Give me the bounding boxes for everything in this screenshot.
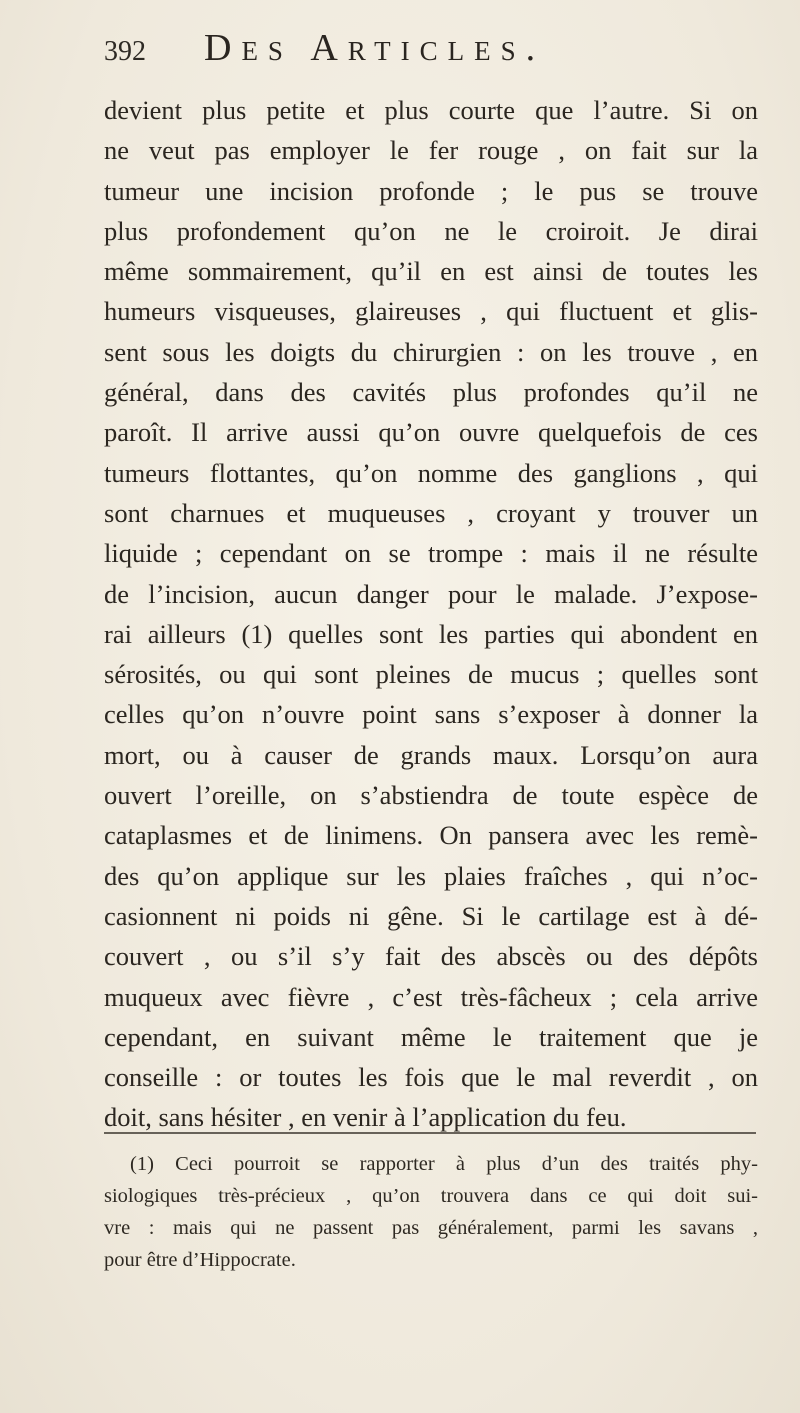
text-line: ne veut pas employer le fer rouge , on fait sur la — [104, 135, 758, 166]
text-line: des qu’on applique sur les plaies fraîches , qui n’oc- — [104, 860, 758, 891]
text-line: muqueux avec fièvre , c’est très-fâcheux ; cela arrive — [104, 981, 758, 1012]
page-number: 392 — [104, 36, 146, 67]
footnote-line: siologiques très-précieux , qu’on trouvera dans ce qui doit sui- — [104, 1185, 758, 1207]
body-text — [104, 90, 758, 1138]
text-line: de l’incision, aucun danger pour le malade. J’expose- — [104, 578, 758, 609]
text-line: casionnent ni poids ni gêne. Si le cartilage est à dé- — [104, 900, 758, 931]
text-line: plus profondement qu’on ne le croiroit. Je dirai — [104, 215, 758, 246]
text-line: sont charnues et muqueuses , croyant y trouver un — [104, 497, 758, 528]
footnote-rule — [104, 1132, 756, 1134]
text-line: rai ailleurs (1) quelles sont les parties qui abondent en — [104, 618, 758, 649]
footnote — [104, 1148, 758, 1276]
text-line: même sommairement, qu’il en est ainsi de toutes les — [104, 256, 758, 287]
text-line: devient plus petite et plus courte que l’autre. Si on — [104, 95, 758, 125]
text-line: général, dans des cavités plus profondes qu’il ne — [104, 377, 758, 408]
footnote-line: (1) Ceci pourroit se rapporter à plus d’un des traités phy- — [130, 1153, 758, 1175]
text-line: humeurs visqueuses, glaireuses , qui fluctuent et glis- — [104, 296, 758, 327]
text-line: celles qu’on n’ouvre point sans s’exposer à donner la — [104, 699, 758, 730]
text-line: cataplasmes et de linimens. On pansera avec les remè- — [104, 820, 758, 851]
text-line: cependant, en suivant même le traitement que je — [104, 1021, 758, 1052]
text-line: liquide ; cependant on se trompe : mais il ne résulte — [104, 538, 758, 569]
text-line: sérosités, ou qui sont pleines de mucus ; quelles sont — [104, 659, 758, 690]
text-line: tumeur une incision profonde ; le pus se trouve — [104, 175, 758, 206]
text-line: mort, ou à causer de grands maux. Lorsqu’on aura — [104, 739, 758, 770]
text-line: tumeurs flottantes, qu’on nomme des ganglions , qui — [104, 457, 758, 488]
text-line: doit, sans hésiter , en venir à l’application du feu. — [104, 1102, 627, 1133]
text-line: paroît. Il arrive aussi qu’on ouvre quelquefois de ces — [104, 417, 758, 448]
text-line: couvert , ou s’il s’y fait des abscès ou des dépôts — [104, 941, 758, 972]
text-line: ouvert l’oreille, on s’abstiendra de toute espèce de — [104, 780, 758, 811]
text-line: sent sous les doigts du chirurgien : on les trouve , en — [104, 336, 758, 367]
running-head: Des Articles. — [204, 27, 546, 69]
page-header — [104, 26, 764, 84]
footnote-line: vre : mais qui ne passent pas généralement, parmi les savans , — [104, 1217, 758, 1239]
footnote-line: pour être d’Hippocrate. — [104, 1249, 296, 1271]
text-line: conseille : or toutes les fois que le mal reverdit , on — [104, 1062, 758, 1093]
